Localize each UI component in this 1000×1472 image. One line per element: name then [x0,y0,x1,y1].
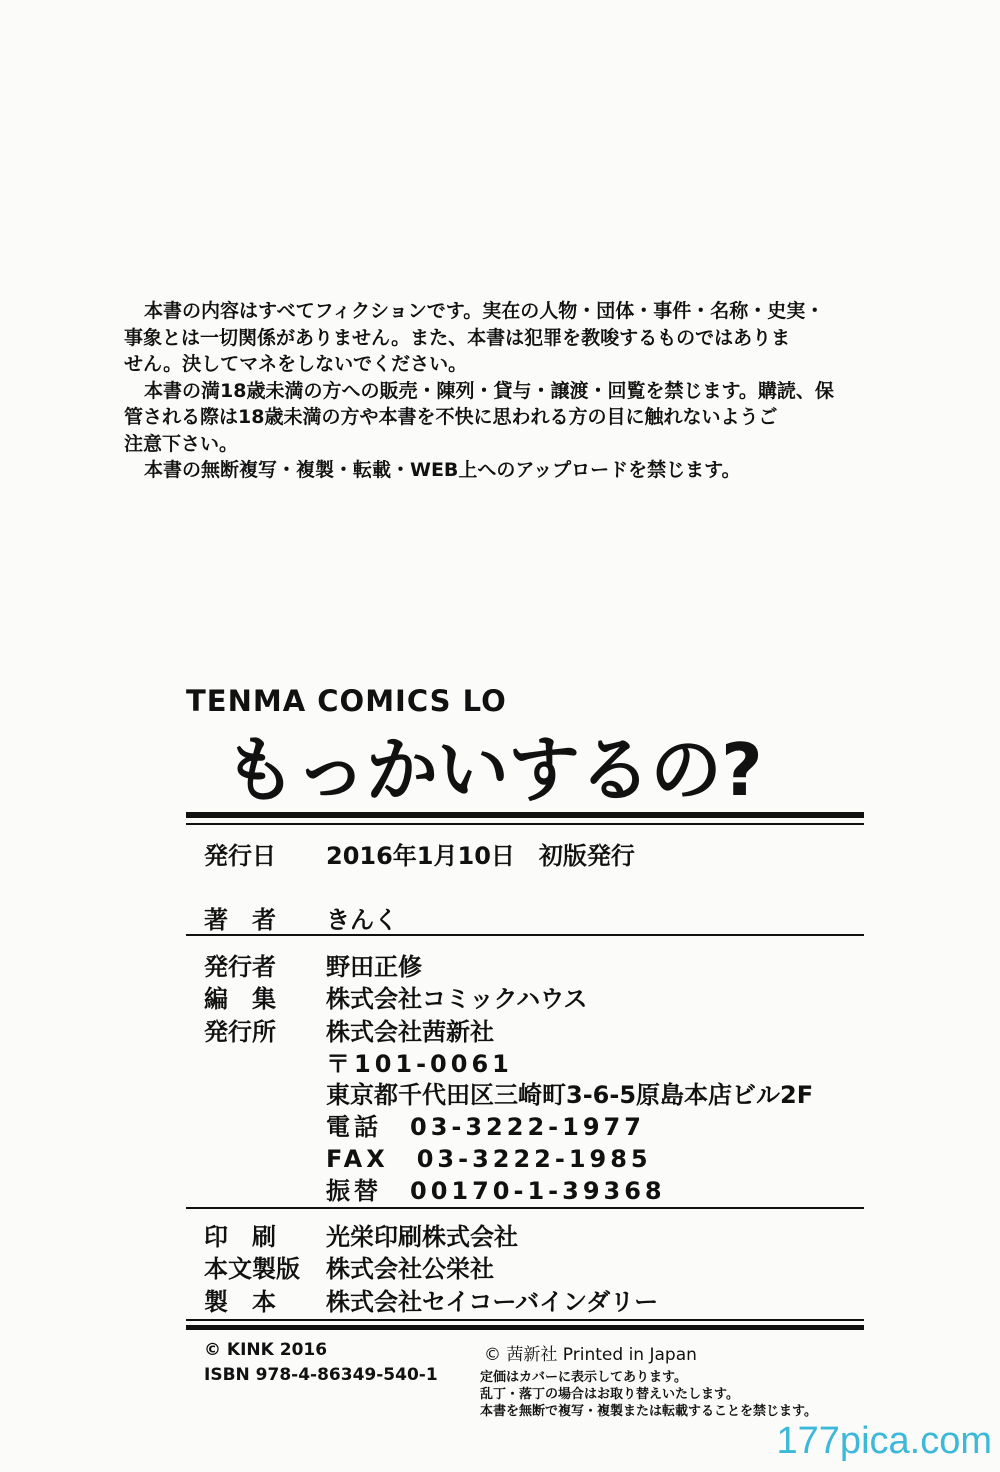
divider-top-thick [186,812,864,818]
disclaimer-text [124,298,884,484]
disclaimer-line: せん。決してマネをしないでください。 [124,353,468,375]
isbn: ISBN 978-4-86349-540-1 [204,1365,438,1385]
disclaimer-line: 事象とは一切関係がありません。また、本書は犯罪を教唆するものではありま [124,326,791,349]
print-value: 光栄印刷株式会社 [326,1223,518,1251]
publisher-person-value: 野田正修 [326,953,422,981]
postal-code: 〒101-0061 [326,1050,513,1078]
plate-value: 株式会社公栄社 [326,1255,494,1283]
book-title: もっかいするの? [224,728,762,812]
print-label: 印 刷 [204,1223,276,1251]
footer-note: 本書を無断で複写・複製または転載することを禁じます。 [480,1404,817,1419]
divider [186,934,864,936]
office-value: 株式会社茜新社 [326,1018,494,1046]
author-value: きんく [326,906,398,934]
disclaimer-line: 管される際は18歳未満の方や本書を不快に思われる方の目に触れないようご [124,406,778,428]
divider [186,1207,864,1209]
telephone: 電話 03-3222-1977 [326,1113,645,1141]
date-value: 2016年1月10日 初版発行 [326,842,635,870]
editor-value: 株式会社コミックハウス [326,985,588,1013]
plate-label: 本文製版 [204,1255,300,1283]
copyright: © KINK 2016 [204,1340,328,1360]
watermark: 177pica.com [776,1420,992,1462]
publisher-person-label: 発行者 [204,953,276,981]
disclaimer-line: 本書の満18歳未満の方への販売・陳列・貸与・譲渡・回覧を禁じます。購読、保 [144,379,834,402]
divider-top-thin [186,823,864,825]
address: 東京都千代田区三崎町3-6-5原島本店ビル2F [326,1081,814,1109]
publisher-copyright: © 茜新社 Printed in Japan [484,1345,697,1365]
divider-bottom-thin [186,1319,864,1321]
series-name: TENMA COMICS LO [186,684,507,718]
binding-value: 株式会社セイコーバインダリー [326,1288,659,1316]
footer-note: 定価はカバーに表示してあります。 [480,1370,687,1385]
disclaimer-line: 本書の無断複写・複製・転載・WEB上へのアップロードを禁じます。 [144,459,741,481]
office-label: 発行所 [204,1018,276,1046]
disclaimer-line: 本書の内容はすべてフィクションです。実在の人物・団体・事件・名称・史実・ [144,300,825,322]
editor-label: 編 集 [204,985,276,1013]
transfer-account: 振替 00170-1-39368 [326,1177,666,1205]
fax: FAX 03-3222-1985 [326,1145,652,1173]
disclaimer-line: 注意下さい。 [124,432,239,455]
divider-bottom-thick [186,1325,864,1330]
binding-label: 製 本 [204,1288,276,1316]
footer-note: 乱丁・落丁の場合はお取り替えいたします。 [480,1387,739,1402]
author-label: 著 者 [204,906,276,934]
date-label: 発行日 [204,842,276,870]
